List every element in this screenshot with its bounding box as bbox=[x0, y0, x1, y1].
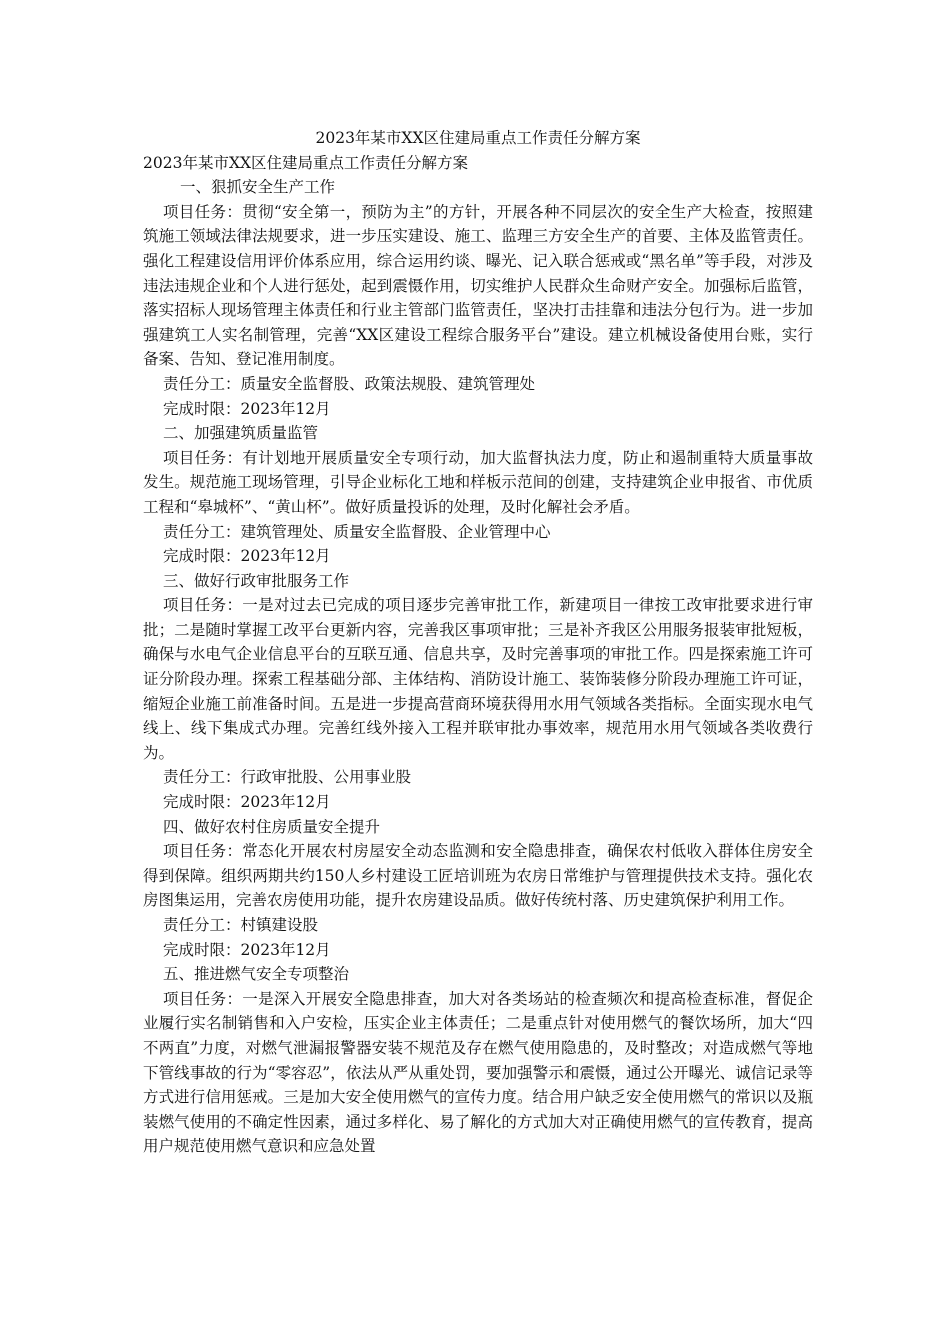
section-2-responsibility: 责任分工：建筑管理处、质量安全监督股、企业管理中心 bbox=[163, 522, 551, 541]
document-title: 2023年某市XX区住建局重点工作责任分解方案 bbox=[315, 129, 641, 147]
section-heading-2: 二、加强建筑质量监管 bbox=[163, 424, 319, 443]
section-1-task: 项目任务：贯彻“安全第一，预防为主”的方针，开展各种不同层次的安全生产大检查，按照建筑施工领域法律法规要求，进一步压实建设、施工、监理三方安全生产的首要、主体及监管责任。强化工程建设信用评价体系应用，综合运用约谈、曝光、记入联合惩戒或“黑名单”等手段，对涉及违法违规企业和个人进行惩处，起到震慑作用，切实维护人民群众生命财产安全。加强标后监管，落实招标人现场管理主体责任和行业主管部门监管责任，坚决打击挂靠和违法分包行为。进一步加强建筑工人实名制管理，完善“XX区建设工程综合服务平台”建设。建立机械设备使用台账，实行备案、告知、登记准用制度。 bbox=[143, 202, 813, 369]
section-heading-5: 五、推进燃气安全专项整治 bbox=[163, 965, 350, 984]
section-4-task: 项目任务：常态化开展农村房屋安全动态监测和安全隐患排查，确保农村低收入群体住房安全得到保障。组织两期共约150人乡村建设工匠培训班为农房日常维护与管理提供技术支持。强化农房图集运用，完善农房使用功能，提升农房建设品质。做好传统村落、历史建筑保护利用工作。 bbox=[143, 842, 813, 910]
section-3-task: 项目任务：一是对过去已完成的项目逐步完善审批工作，新建项目一律按工改审批要求进行审批；二是随时掌握工改平台更新内容，完善我区事项审批；三是补齐我区公用服务报装审批短板，确保与水电气企业信息平台的互联互通、信息共享，及时完善事项的审批工作。四是探索施工许可证分阶段办理。探索工程基础分部、主体结构、消防设计施工、装饰装修分阶段办理施工许可证，缩短企业施工前准备时间。五是进一步提高营商环境获得用水用气领域各类指标。全面实现水电气线上、线下集成式办理。完善红线外接入工程并联审批办事效率，规范用水用气领域各类收费行为。 bbox=[143, 596, 813, 762]
document-page bbox=[143, 126, 813, 1159]
section-4-responsibility: 责任分工：村镇建设股 bbox=[163, 916, 319, 934]
section-heading-3: 三、做好行政审批服务工作 bbox=[163, 571, 350, 590]
section-3-responsibility: 责任分工：行政审批股、公用事业股 bbox=[163, 768, 412, 787]
document-subtitle: 2023年某市XX区住建局重点工作责任分解方案 bbox=[143, 153, 469, 172]
section-5-task: 项目任务：一是深入开展安全隐患排查，加大对各类场站的检查频次和提高检查标准，督促企业履行实名制销售和入户安检，压实企业主体责任；二是重点针对使用燃气的餐饮场所，加大“四不两直”力度，对燃气泄漏报警器安装不规范及存在燃气使用隐患的，及时整改；对造成燃气等地下管线事故的行为“零容忍”，依法从严从重处罚，要加强警示和震慑，通过公开曝光、诚信记录等方式进行信用惩戒。三是加大安全使用燃气的宣传力度。结合用户缺乏安全使用燃气的常识以及瓶装燃气使用的不确定性因素，通过多样化、易了解化的方式加大对正确使用燃气的宣传教育，提高用户规范使用燃气意识和应急处置 bbox=[143, 989, 813, 1156]
section-2-deadline: 完成时限：2023年12月 bbox=[163, 547, 331, 566]
section-heading-1: 一、狠抓安全生产工作 bbox=[180, 178, 336, 197]
section-1-deadline: 完成时限：2023年12月 bbox=[163, 399, 331, 418]
section-3-deadline: 完成时限：2023年12月 bbox=[163, 793, 331, 812]
section-2-task: 项目任务：有计划地开展质量安全专项行动，加大监督执法力度，防止和遏制重特大质量事故发生。规范施工现场管理，引导企业标化工地和样板示范间的创建，支持建筑企业申报省、市优质工程和“皋城杯”、“黄山杯”。做好质量投诉的处理，及时化解社会矛盾。 bbox=[143, 448, 813, 516]
section-heading-4: 四、做好农村住房质量安全提升 bbox=[163, 817, 381, 836]
section-4-deadline: 完成时限：2023年12月 bbox=[163, 940, 331, 959]
section-1-responsibility: 责任分工：质量安全监督股、政策法规股、建筑管理处 bbox=[163, 374, 536, 393]
